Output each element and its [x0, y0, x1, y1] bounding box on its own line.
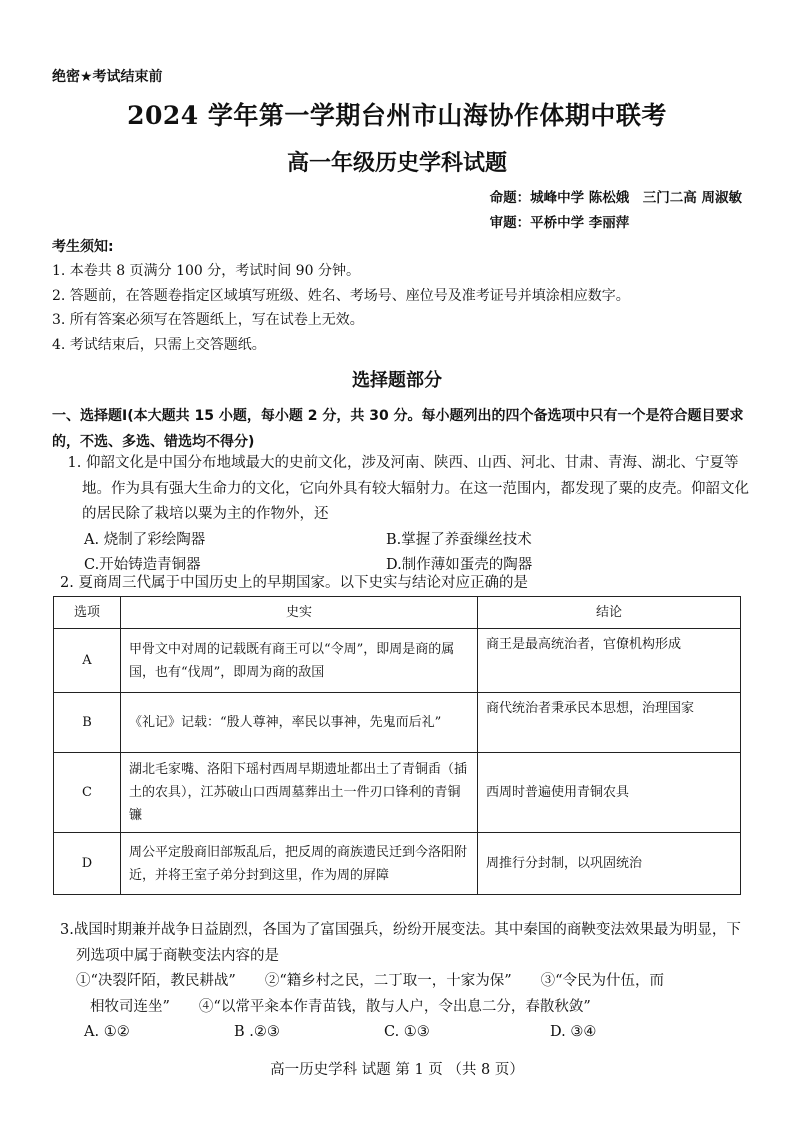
row-fact: 湖北毛家嘴、洛阳下瑶村西周早期遗址都出土了青铜臿（插土的农具），江苏破山口西周墓葬出土一件刃口锋利的青铜镰: [121, 753, 478, 833]
header-fact: 史实: [121, 597, 478, 629]
author-block: [490, 186, 742, 236]
row-fact: 甲骨文中对周的记载既有商王可以“令周”，即周是商的属国，也有“伐周”，即周为商的敌国: [121, 629, 478, 693]
notice-heading: 考生须知:: [52, 239, 114, 255]
row-option: B: [54, 693, 121, 753]
question-2-table: [53, 596, 741, 895]
question-2-stem: 2. 夏商周三代属于中国历史上的早期国家。以下史实与结论对应正确的是: [60, 575, 528, 591]
exam-subtitle: 高一年级历史学科试题: [286, 150, 507, 176]
items-line: ①“决裂阡陌，教民耕战” ②“籍乡村之民，二丁取一，十家为保” ③“令民为什伍，而: [76, 973, 665, 989]
table-row: [54, 753, 741, 833]
row-conclusion: 商王是最高统治者，官僚机构形成: [478, 629, 741, 693]
items-line: 相牧司连坐” ④“以常平籴本作青苗钱，散与人户，令出息二分，春散秋敛”: [90, 998, 591, 1015]
row-option: A: [54, 629, 121, 693]
confidential-label: 绝密★考试结束前: [52, 69, 163, 85]
answer-a: A. ①②: [84, 1024, 130, 1040]
question-3-items: [60, 969, 750, 1020]
option-c: C.开始铸造青铜器: [84, 557, 201, 573]
page-footer: 高一历史学科 试题 第 1 页 （共 8 页）: [270, 1062, 524, 1078]
header-option: 选项: [54, 597, 121, 629]
table-row: [54, 833, 741, 895]
row-option: D: [54, 833, 121, 895]
answer-b: B .②③: [234, 1024, 280, 1040]
table-row: [54, 693, 741, 753]
row-option: C: [54, 753, 121, 833]
row-fact: 《礼记》记载：“殷人尊神，率民以事神，先鬼而后礼”: [121, 693, 478, 753]
table-row: [54, 629, 741, 693]
row-conclusion: 周推行分封制，以巩固统治: [478, 833, 741, 895]
section-heading: 一、选择题Ⅰ(本大题共 15 小题，每小题 2 分，共 30 分。每小题列出的四个备选项中只有一个是符合题目要求的，不选、多选、错选均不得分): [52, 408, 744, 450]
option-d: D.制作薄如蛋壳的陶器: [386, 557, 533, 573]
part-heading: 选择题部分: [352, 370, 442, 391]
reviewer-line: 审题：平桥中学 李丽萍: [489, 215, 630, 231]
notice-item: 3. 所有答案必须写在答题纸上，写在试卷上无效。: [52, 312, 364, 328]
question-1: [60, 451, 750, 579]
header-conclusion: 结论: [478, 597, 741, 629]
row-conclusion: 西周时普遍使用青铜农具: [478, 753, 741, 833]
exam-title: 2024 学年第一学期台州市山海协作体期中联考: [127, 101, 667, 130]
table-header-row: [54, 597, 741, 629]
option-b: B.掌握了养蚕缫丝技术: [386, 531, 532, 548]
row-conclusion: 商代统治者秉承民本思想，治理国家: [478, 693, 741, 753]
proposer-line: 命题：城峰中学 陈松娥 三门二高 周淑敏: [489, 190, 742, 206]
notice-item: 1. 本卷共 8 页满分 100 分，考试时间 90 分钟。: [52, 263, 360, 279]
notice-list: [52, 259, 630, 357]
notice-item: 4. 考试结束后，只需上交答题纸。: [52, 336, 266, 353]
question-3-answers: [60, 1020, 750, 1046]
notice-item: 2. 答题前，在答题卷指定区域填写班级、姓名、考场号、座位号及准考证号并填涂相应数字。: [52, 287, 630, 304]
question-3-stem: 3.战国时期兼并战争日益剧烈，各国为了富国强兵，纷纷开展变法。其中秦国的商鞅变法效果最为明显，下列选项中属于商鞅变法内容的是: [60, 922, 741, 964]
answer-d: D. ③④: [550, 1024, 597, 1040]
option-a: A. 烧制了彩绘陶器: [84, 531, 206, 548]
row-fact: 周公平定殷商旧部叛乱后，把反周的商族遗民迁到今洛阳附近，并将王室子弟分封到这里，作为周的屏障: [121, 833, 478, 895]
question-3: [60, 918, 750, 1046]
answer-c: C. ①③: [384, 1024, 430, 1040]
question-1-stem: 1. 仰韶文化是中国分布地域最大的史前文化，涉及河南、陕西、山西、河北、甘肃、青海、湖北、宁夏等地。作为具有强大生命力的文化，它向外具有较大辐射力。在这一范围内，都发现了粟的皮壳。仰韶文化的居民除了栽培以粟为主的作物外，还: [67, 455, 749, 522]
